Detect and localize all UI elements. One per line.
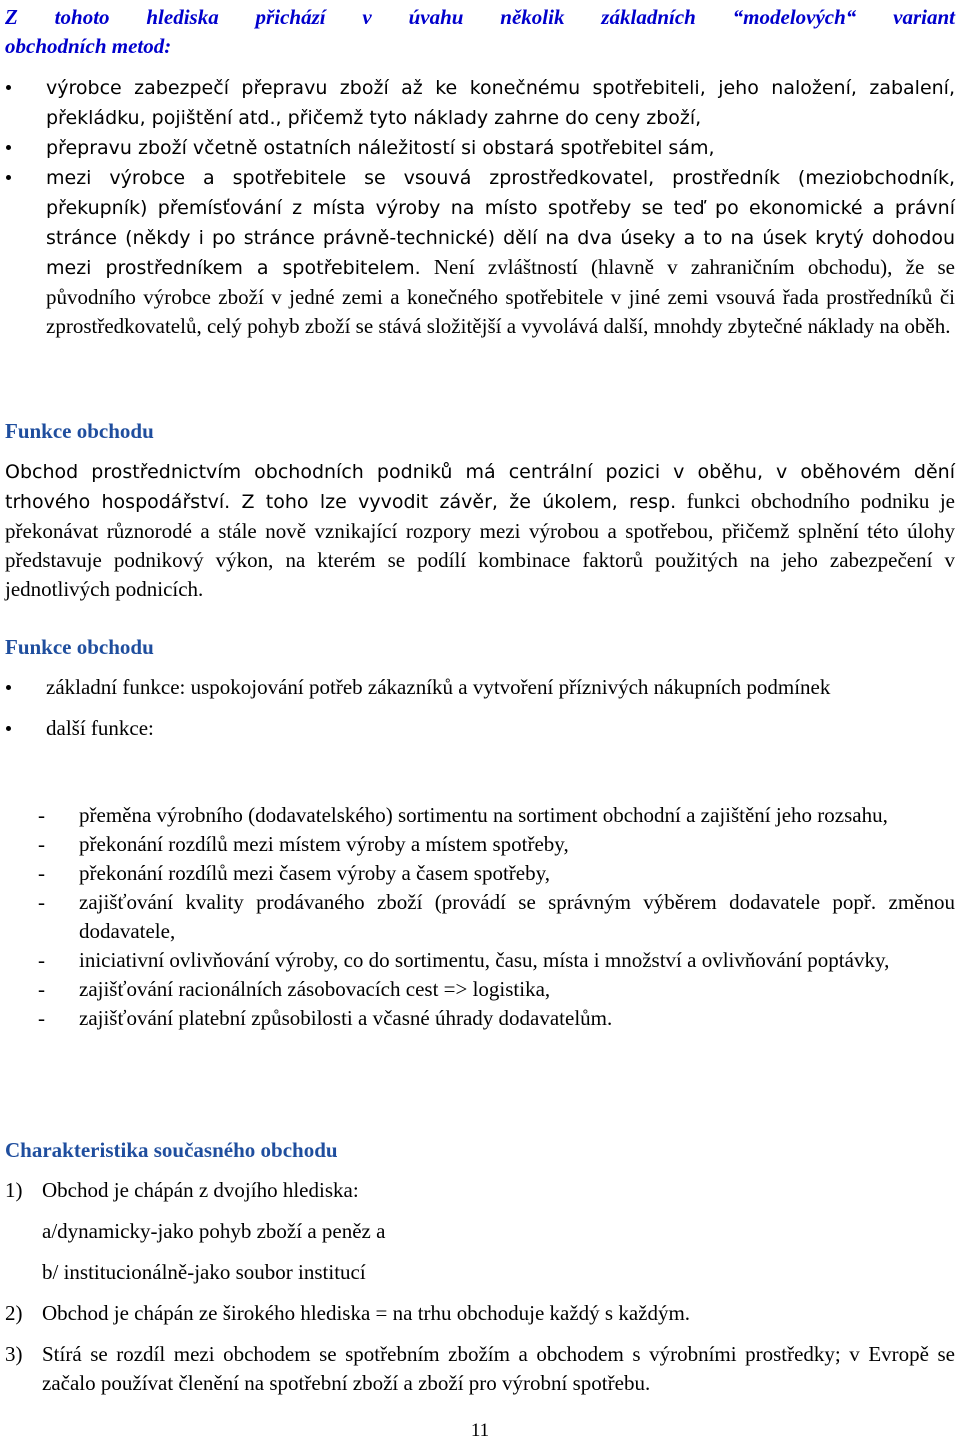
dash-marker: -	[38, 832, 45, 856]
dash-item	[0, 801, 960, 830]
characteristics-list	[0, 1176, 960, 1398]
dash-marker: -	[38, 948, 45, 972]
dash-marker: -	[38, 977, 45, 1001]
list-item-text-a: výrobce zabezpečí přepravu zboží až ke konečnému spotřebiteli, jeho naložení, zabalení, překládku, pojištění atd.	[46, 77, 955, 129]
numbered-item	[0, 1340, 960, 1398]
list-item-text: přepravu zboží včetně ostatních náležitostí si obstará spotřebitel sám,	[46, 137, 715, 159]
dash-item	[0, 975, 960, 1004]
sub-item: a/dynamicky-jako pohyb zboží a peněz a	[42, 1219, 386, 1243]
dash-item	[0, 888, 960, 946]
dash-marker: -	[38, 861, 45, 885]
section-paragraph	[5, 457, 955, 604]
dash-item	[0, 859, 960, 888]
dash-item-text: iniciativní ovlivňování výroby, co do sortimentu, času, místa i množství a ovlivňování poptávky,	[79, 948, 890, 972]
sub-item: b/ institucionálně-jako soubor institucí	[42, 1260, 366, 1284]
paragraph-text-a: Obchod prostřednictvím obchodních podniků má centrální pozici v oběhu, v oběhovém dění trhového hospodářství. Z toho lze vyvodit závěr, že úkolem, resp.	[5, 461, 955, 513]
dash-item	[0, 830, 960, 859]
numbered-item-text: Obchod je chápán z dvojího hlediska:	[42, 1178, 359, 1202]
numbered-item	[0, 1176, 960, 1205]
list-item-text-b: Není zvláštností (hlavně v zahraničním obchodu), že se původního výrobce zboží v jedné zemi a konečného spotřebitele v jiné zemi vsouvá řada prostředníků či zprostředkovatelů, celý pohyb zboží se stává složitější a vyvolává další, mnohdy zbytečné náklady na oběh.	[46, 255, 955, 338]
list-item	[0, 714, 960, 743]
dash-item-text: zajišťování racionálních zásobovacích cest => logistika,	[79, 977, 551, 1001]
list-item	[0, 133, 960, 163]
dash-marker: -	[38, 1006, 45, 1030]
item-number: 1)	[5, 1178, 23, 1202]
list-item-text-a: mezi výrobce a spotřebitele se vsouvá zprostředkovatel, prostředník (meziobchodník, překupník) přemísťování z místa výroby na místo spotřeby se teď po ekonomické a právní stránce (někdy i po stránce právně-technické) dělí na dva úseky a to na úsek krytý dohodou mezi prostředníkem a spotřebitelem.	[46, 167, 955, 279]
list-item	[0, 73, 960, 133]
intro-line-2: obchodních metod:	[5, 34, 172, 58]
paragraph-text-b: funkci obchodního podniku je překonávat různorodé a stále nově vznikající rozpory mezi výrobou a spotřebou, přičemž splnění této úlohy představuje podnikový výkon, na kterém se podílí kombinace faktorů použitých na jeho zabezpečení v jednotlivých podnicích.	[5, 489, 956, 601]
numbered-item-text: Stírá se rozdíl mezi obchodem se spotřebním zbožím a obchodem s výrobními prostředky; v Evropě se začalo používat členění na spotřební zboží a zboží pro výrobní spotřebu.	[42, 1342, 955, 1395]
numbered-item	[0, 1299, 960, 1328]
functions-list	[0, 673, 960, 743]
list-item-text: základní funkce: uspokojování potřeb zákazníků a vytvoření příznivých nákupních podmínek	[46, 675, 831, 699]
dash-item	[0, 1004, 960, 1033]
dash-item-text: přeměna výrobního (dodavatelského) sortimentu na sortiment obchodní a zajištění jeho rozsahu,	[79, 803, 888, 827]
bullet-icon	[6, 85, 11, 90]
dash-item-text: zajišťování platební způsobilosti a včasné úhrady dodavatelům.	[79, 1006, 613, 1030]
intro-line-1: Z tohoto hlediska přichází v úvahu několik základních “modelových“ variant	[5, 5, 955, 29]
item-number: 3)	[5, 1342, 23, 1366]
model-variants-list	[0, 73, 960, 341]
dash-marker: -	[38, 890, 45, 914]
bullet-icon	[6, 685, 11, 690]
dash-item-text: překonání rozdílů mezi místem výroby a místem spotřeby,	[79, 832, 569, 856]
item-number: 2)	[5, 1301, 23, 1325]
bullet-icon	[6, 175, 11, 180]
list-item	[0, 163, 960, 341]
bullet-icon	[6, 145, 11, 150]
numbered-item-text: Obchod je chápán ze širokého hlediska = na trhu obchoduje každý s každým.	[42, 1301, 691, 1325]
section-heading-charakteristika: Charakteristika současného obchodu	[5, 1138, 338, 1162]
dash-marker: -	[38, 803, 45, 827]
page-number: 11	[470, 1420, 490, 1441]
intro-heading	[5, 3, 955, 61]
dash-item-text: překonání rozdílů mezi časem výroby a časem spotřeby,	[79, 861, 550, 885]
bullet-icon	[6, 726, 11, 731]
section-heading-funkce-obchodu-2: Funkce obchodu	[5, 635, 154, 659]
dash-item	[0, 946, 960, 975]
list-item-text: další funkce:	[46, 716, 154, 740]
other-functions-list	[0, 801, 960, 1033]
list-item-text-b: , přičemž tyto náklady zahrne do ceny zboží,	[275, 107, 702, 129]
list-item	[0, 673, 960, 702]
section-heading-funkce-obchodu-1: Funkce obchodu	[5, 419, 154, 443]
dash-item-text: zajišťování kvality prodávaného zboží (provádí se správným výběrem dodavatele popř. změnou dodavatele,	[79, 890, 955, 943]
